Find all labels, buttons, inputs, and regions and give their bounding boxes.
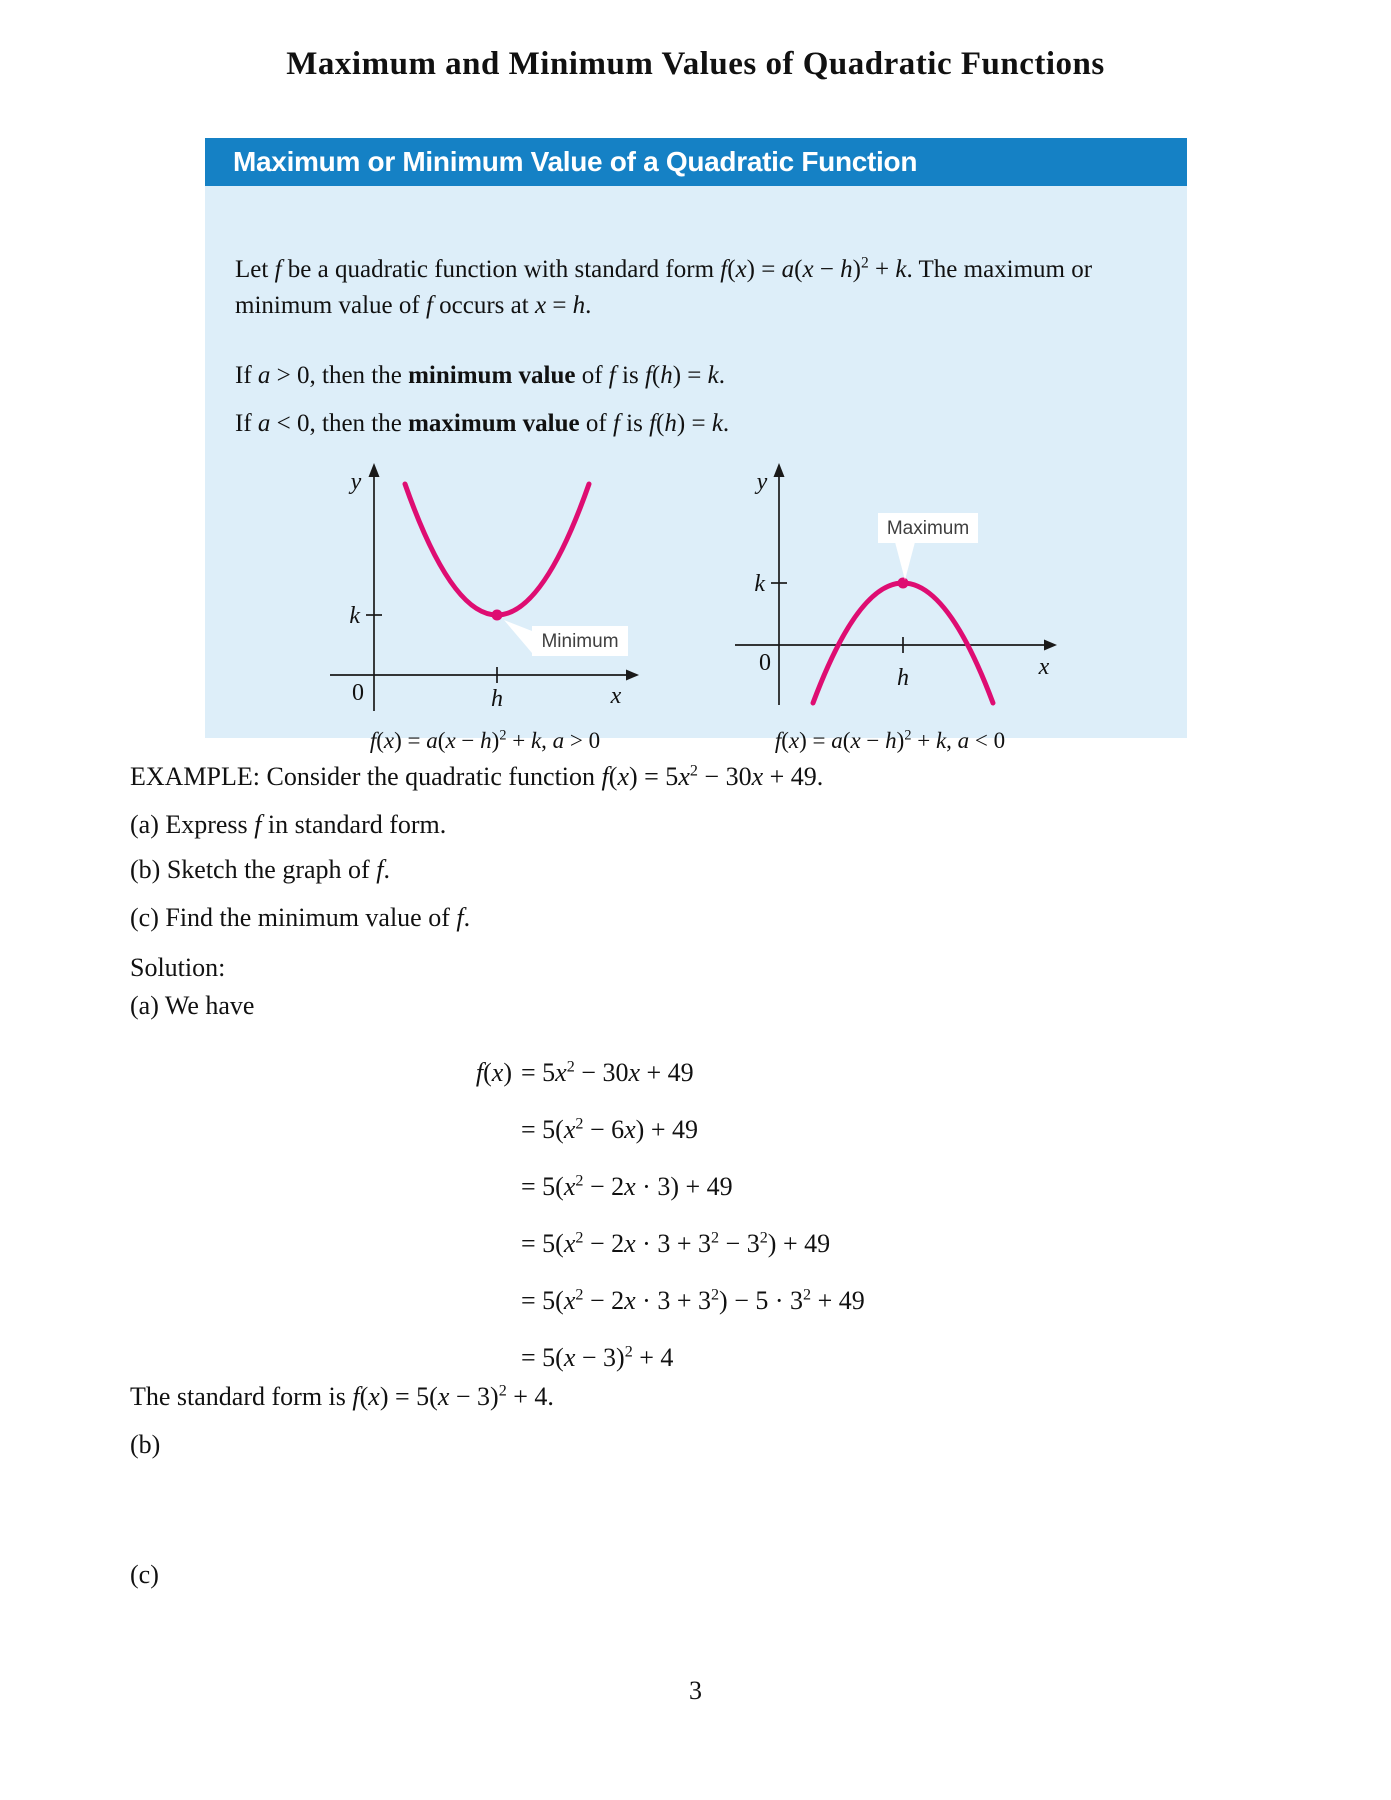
equation-lhs <box>130 1215 512 1272</box>
y-axis-arrow-icon <box>369 463 380 477</box>
equation-row <box>130 1158 865 1215</box>
maximum-callout-label: Maximum <box>886 518 970 539</box>
definition-box <box>205 138 1187 753</box>
standard-form-line: The standard form is $f(x) = 5(x - 3)^2 + 4$. <box>130 1382 554 1411</box>
equation-lhs <box>130 1272 512 1329</box>
equation-block <box>130 1044 865 1386</box>
equation-lhs: f(x) <box>475 1058 512 1087</box>
maximum-case-line: If a < 0, then the maximum value of f is f(h) = k. <box>235 410 730 437</box>
solution-part-a-lead: (a) We have <box>130 991 255 1020</box>
vertex-dot <box>898 578 909 589</box>
solution-label: Solution: <box>130 953 226 982</box>
vertex-dot <box>492 610 503 621</box>
y-axis-label: y <box>756 469 768 495</box>
solution-part-c-label: (c) <box>130 1560 159 1589</box>
equation-lhs <box>130 1158 512 1215</box>
equation-row <box>130 1272 865 1329</box>
equation-row <box>130 1044 865 1101</box>
page-title: Maximum and Minimum Values of Quadratic Functions <box>286 46 1105 82</box>
solution-part-b-label: (b) <box>130 1430 161 1459</box>
x-axis-label: x <box>1038 654 1050 680</box>
x-axis-label: x <box>610 683 622 709</box>
y-axis-label: y <box>350 469 362 495</box>
example-heading: EXAMPLE: Consider the quadratic function $f(x) = 5x^2 - 30x + 49$. <box>130 762 824 791</box>
equation-rhs: = $5(x^2 - 2x \cdot 3 + 3^2) - 5 \cdot 3^2 + 49$ <box>521 1286 865 1315</box>
equation-lhs <box>130 1101 512 1158</box>
equation-rhs: = $5(x - 3)^2 + 4$ <box>521 1343 674 1372</box>
equation-row <box>130 1215 865 1272</box>
origin-label: 0 <box>759 650 771 676</box>
minimum-callout-label: Minimum <box>541 631 619 652</box>
definition-box-header: Maximum or Minimum Value of a Quadratic Function <box>205 138 1187 186</box>
example-part-b: (b) Sketch the graph of f. <box>130 855 390 884</box>
h-label: h <box>897 665 909 691</box>
equation-rhs: = $5x^2 - 30x + 49$ <box>521 1058 694 1087</box>
minimum-graph-caption: $f(x) = a(x - h)^2 + k$, a > 0 <box>369 727 601 753</box>
maximum-callout-wedge <box>895 542 915 580</box>
equation-row <box>130 1101 865 1158</box>
equation-row <box>130 1329 865 1386</box>
minimum-callout-wedge <box>504 620 532 653</box>
definition-intro: Let f be a quadratic function with standard form $f(x) = a(x - h)^2 + k$. The maximum or minimum value of f occurs at x = h. <box>235 254 1093 319</box>
minimum-graph <box>320 453 650 723</box>
y-axis-arrow-icon <box>774 463 785 477</box>
minimum-case-line: If a > 0, then the minimum value of f is f(h) = k. <box>235 362 726 389</box>
origin-label: 0 <box>352 680 364 706</box>
maximum-graph-caption: $f(x) = a(x - h)^2 + k$, a < 0 <box>774 727 1006 753</box>
example-part-a: (a) Express f in standard form. <box>130 810 447 839</box>
maximum-graph <box>720 453 1060 723</box>
definition-box-body <box>205 186 1187 753</box>
x-axis-arrow-icon <box>1044 640 1057 651</box>
x-axis-arrow-icon <box>626 670 639 681</box>
h-label: h <box>491 686 503 712</box>
example-part-c: (c) Find the minimum value of f. <box>130 903 471 932</box>
equation-rhs: = $5(x^2 - 6x) + 49$ <box>521 1115 698 1144</box>
equation-lhs <box>130 1329 512 1386</box>
parabola-up-curve <box>405 484 589 615</box>
k-label: k <box>349 603 360 629</box>
k-label: k <box>754 571 765 597</box>
equation-rhs: = $5(x^2 - 2x \cdot 3 + 3^2 - 3^2) + 49$ <box>521 1229 831 1258</box>
equation-rhs: = $5(x^2 - 2x \cdot 3) + 49$ <box>521 1172 733 1201</box>
page-number: 3 <box>689 1676 702 1705</box>
